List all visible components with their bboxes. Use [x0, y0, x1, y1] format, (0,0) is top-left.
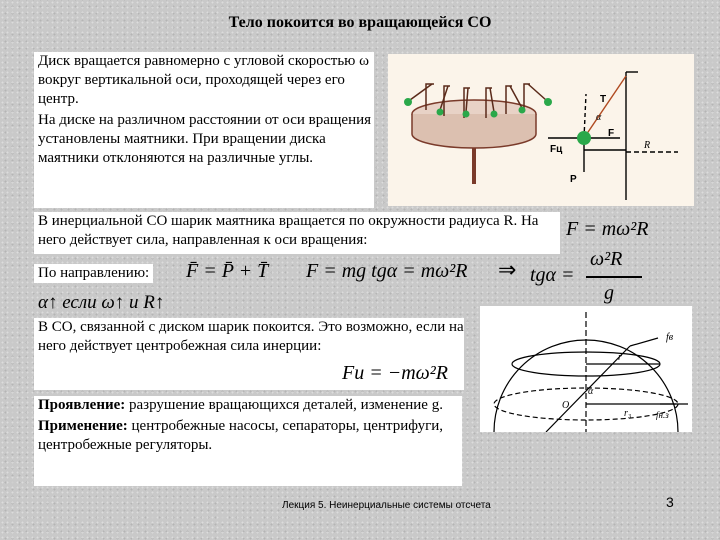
apply-label: Применение:	[38, 418, 128, 434]
implies-arrow: ⇒	[498, 258, 517, 283]
slide-title: Тело покоится во вращающейся СО	[228, 14, 492, 31]
label-P: P	[570, 174, 577, 185]
para-application	[38, 417, 462, 455]
label-F: F	[608, 128, 615, 139]
label-fb: fв	[666, 332, 674, 343]
para-inertial-frame: В инерциальной СО шарик маятника вращается по окружности радиуса R. На него действует сила, направленная к оси вращения:	[38, 213, 539, 248]
label-r3: r₃	[624, 408, 632, 419]
label-O: O	[562, 400, 570, 411]
formula-centripetal-force: F = mω²R	[566, 218, 649, 240]
manifest-label: Проявление:	[38, 397, 126, 413]
fraction-bar	[586, 276, 642, 278]
para-manifestation	[38, 396, 462, 415]
apply-text: центробежные насосы, сепараторы, центрифуги, центробежные регуляторы.	[38, 418, 444, 453]
label-T: T	[600, 94, 607, 105]
label-Fc: Fц	[550, 144, 563, 155]
para-disk-rotation: Диск вращается равномерно с угловой скоростью ω вокруг вертикальной оси, проходящей через его центр.	[38, 53, 369, 107]
footer-lecture: Лекция 5. Неинерциальные системы отсчета	[282, 500, 491, 511]
intro-text-box	[34, 52, 374, 208]
sphere-diagram	[480, 306, 692, 432]
label-r: r	[618, 352, 622, 363]
manifest-text-box	[34, 396, 462, 486]
para-rotating-frame: В СО, связанной с диском шарик покоится. Это возможно, если на него действует центробежная сила инерции:	[38, 319, 464, 354]
figure-rotating-sphere	[480, 306, 692, 432]
formula-vector-sum: F̄ = P̄ + T̄	[186, 260, 269, 282]
label-alpha-sphere: α	[588, 386, 594, 397]
formula-tangent-lhs: tgα =	[530, 264, 575, 286]
label-fn: fн.з	[656, 410, 669, 420]
direction-label: По направлению:	[34, 264, 153, 283]
disk-diagram	[388, 54, 694, 206]
label-alpha: α	[596, 112, 602, 123]
para-pendulums: На диске на различном расстоянии от оси вращения установлены маятники. При вращении диска маятники отклоняются на различные углы.	[38, 112, 372, 166]
formula-force-tangent: F = mg tgα = mω²R	[306, 260, 468, 282]
figure-disk-pendulums	[388, 54, 694, 206]
inertial-text-box	[34, 212, 560, 254]
formula-tangent-numerator: ω²R	[590, 248, 623, 270]
formula-inertial-force: Fи = −mω²R	[342, 362, 448, 384]
page-number: 3	[666, 494, 674, 510]
manifest-text: разрушение вращающихся деталей, изменение g.	[125, 397, 443, 413]
condition-alpha-increase: α↑ если ω↑ и R↑	[38, 292, 165, 313]
formula-tangent-denominator: g	[604, 282, 614, 304]
label-R: R	[644, 140, 651, 151]
